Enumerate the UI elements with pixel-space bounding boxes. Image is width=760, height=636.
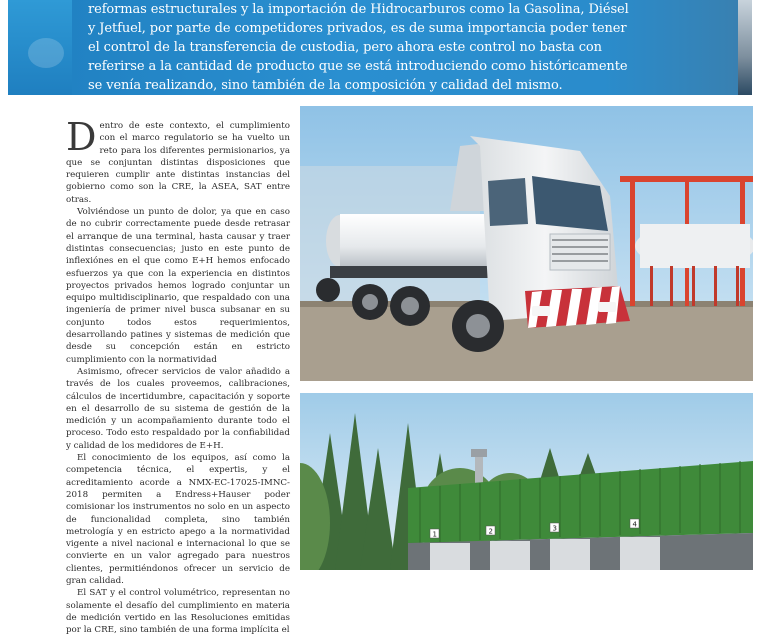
intro-line: y Jetfuel, por parte de competidores privados, es de suma importancia poder tener — [88, 21, 627, 36]
intro-line: el control de la transferencia de custodia, pero ahora este control no basta con — [88, 40, 602, 55]
bay-number: 3 — [552, 524, 557, 533]
intro-line: se venía realizando, sino también de la composición y calidad del mismo. — [88, 78, 563, 93]
intro-line: referirse a la cantidad de producto que se está introduciendo como históricamente — [88, 59, 628, 74]
banner-photo-left — [8, 0, 72, 95]
bay-number: 4 — [632, 520, 637, 529]
article-column — [66, 115, 290, 636]
bay-number: 1 — [432, 530, 437, 539]
intro-line: reformas estructurales y la importación de Hidrocarburos como la Gasolina, Diésel — [88, 2, 629, 17]
intro-paragraph — [88, 0, 648, 95]
terminal-illustration — [300, 393, 753, 570]
banner-photo-right — [738, 0, 752, 95]
article-paragraph: Volviéndose un punto de dolor, ya que en caso de no cubrir correctamente puede desde retrasar el arranque de una terminal, hasta causar y traer distintas consecuencias; justo en este punto de inflexiónes en el que como E+H hemos enfocado esfuerzos ya que con la experiencia en distintos proyectos privados hemos logrado conjuntar un equipo multidisciplinario, que respaldado con una ingeniería de primer nivel busca subsanar en su conjunto todos estos requerimientos, desarrollando patines y sistemas de medición que desde su concepción están en estricto cumplimiento con la normatividad — [66, 207, 290, 365]
paragraph-text: entro de este contexto, el cumplimiento con el marco regulatorio se ha vuelto un reto para los diferentes permisionarios, ya que se conjuntan distintas disposiciones que requieren cumplir ante distintas instancias del gobierno como son la CRE, la ASEA, SAT entre otras. — [66, 121, 290, 205]
article-paragraph: El conocimiento de los equipos, así como la competencia técnica, el expertis, y el acreditamiento acorde a NMX-EC-17025-IMNC-2018 permiten a Endress+Hauser poder comisionar los instrumentos no solo en un aspecto de funcionalidad completa, sino también metrología y en estricto apego a la normatividad vigente a nivel nacional e internacional lo que se convierte en un valor agregado para nuestros clientes, permitiéndonos ofrecer un servicio de gran calidad. — [66, 453, 290, 586]
drop-cap: D — [66, 115, 97, 159]
article-paragraph — [66, 115, 290, 206]
bay-number: 2 — [488, 527, 493, 536]
photo-loading-terminal — [300, 393, 753, 570]
truck-illustration — [300, 106, 753, 381]
photo-lpg-truck — [300, 106, 753, 381]
article-paragraph: Asimismo, ofrecer servicios de valor añadido a través de los cuales proveemos, calibraciones, cálculos de incertidumbre, capacitación y soporte en el desarrollo de su sistema de gestión de la medición y un acompañamiento durante todo el proceso. Todo esto respaldado por la confiabilidad y calidad de los medidores de E+H. — [66, 366, 290, 451]
intro-banner — [8, 0, 752, 95]
article-paragraph: El SAT y el control volumétrico, representan no solamente el desafío del cumplimiento en materia de medición vertido en las Resoluciones emitidas por la CRE, sino también de una forma implícita el — [66, 588, 290, 636]
